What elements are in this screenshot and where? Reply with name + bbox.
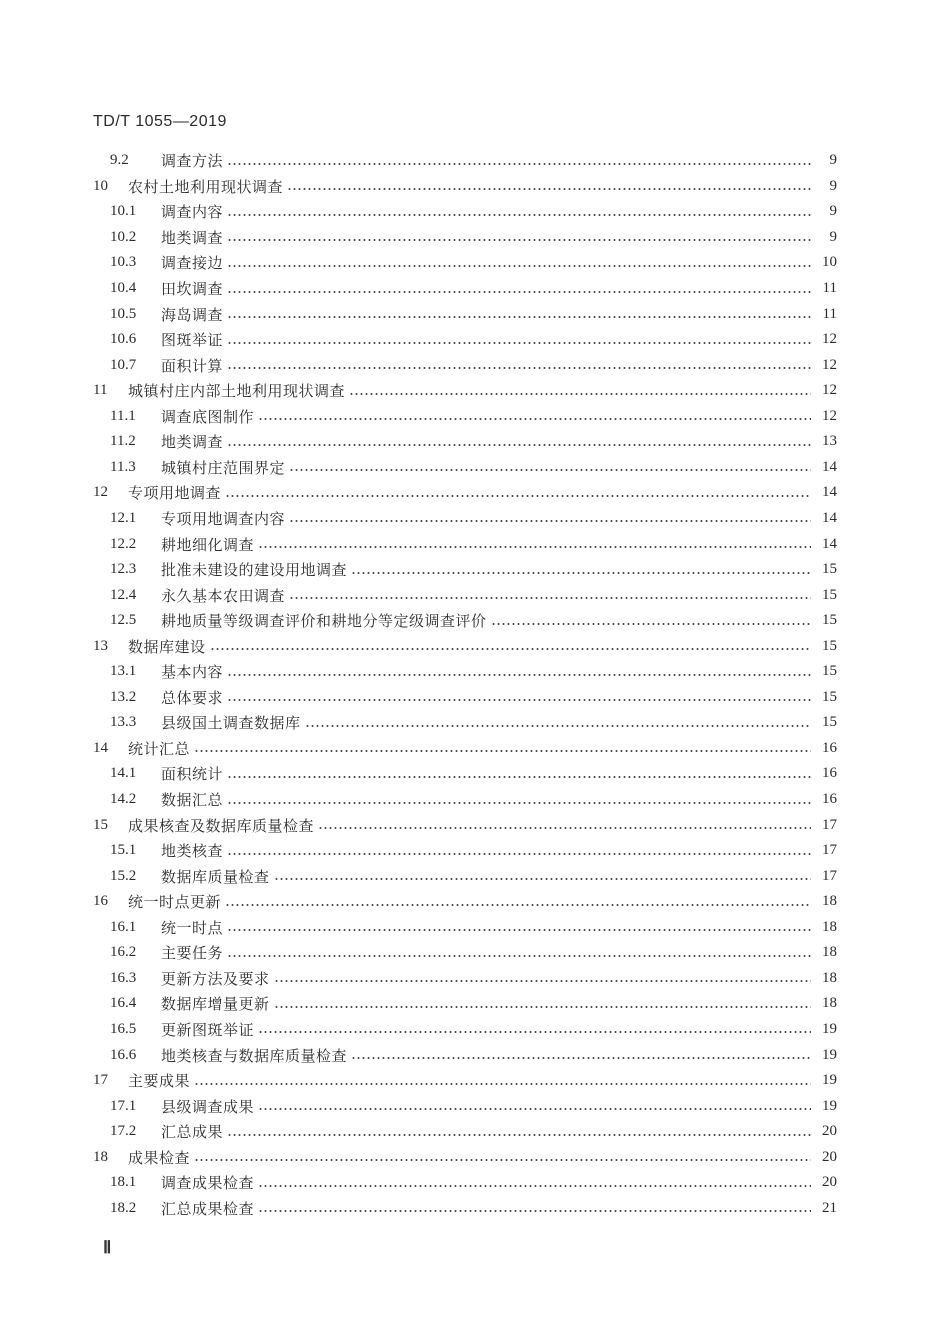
toc-entry-page: 15 — [822, 637, 837, 654]
toc-entry-page: 14 — [822, 484, 837, 501]
toc-entry[interactable] — [110, 991, 837, 1017]
toc-entry-title: 耕地细化调查 — [161, 535, 255, 554]
toc-entry-title: 统一时点更新 — [128, 893, 222, 912]
toc-entry-page: 12 — [822, 331, 837, 348]
toc-dot-leader — [227, 291, 811, 293]
toc-entry[interactable] — [110, 582, 837, 608]
toc-dot-leader — [289, 469, 811, 471]
toc-entry-page: 15 — [822, 586, 837, 603]
toc-entry[interactable] — [93, 174, 837, 200]
toc-entry-number: 16.5 — [110, 1020, 137, 1037]
toc-entry-page: 12 — [822, 407, 837, 424]
toc-entry-page: 18 — [822, 995, 837, 1012]
toc-entry-number: 13.3 — [110, 714, 137, 731]
toc-dot-leader — [227, 776, 811, 778]
toc-entry-title: 城镇村庄内部土地利用现状调查 — [128, 382, 346, 401]
toc-dot-leader — [194, 1083, 811, 1085]
toc-entry-title: 主要成果 — [128, 1072, 191, 1091]
toc-entry[interactable] — [110, 557, 837, 583]
toc-dot-leader — [258, 1108, 811, 1110]
toc-entry[interactable] — [93, 812, 837, 838]
toc-dot-leader — [491, 623, 811, 625]
toc-dot-leader — [227, 444, 811, 446]
toc-dot-leader — [351, 572, 811, 574]
toc-entry-page: 19 — [822, 1097, 837, 1114]
toc-entry-page: 21 — [822, 1199, 837, 1216]
toc-entry-title: 汇总成果 — [161, 1123, 224, 1142]
toc-entry-page: 9 — [829, 177, 837, 194]
toc-entry[interactable] — [110, 276, 837, 302]
toc-dot-leader — [318, 827, 811, 829]
toc-entry[interactable] — [110, 225, 837, 251]
toc-entry-number: 9.2 — [110, 152, 129, 169]
toc-entry-page: 17 — [822, 816, 837, 833]
toc-entry-title: 统一时点 — [161, 918, 224, 937]
toc-entry-number: 16.1 — [110, 918, 137, 935]
toc-entry[interactable] — [110, 148, 837, 174]
toc-entry-page: 11 — [822, 280, 837, 296]
toc-entry-page: 15 — [822, 688, 837, 705]
document-standard-code: TD/T 1055—2019 — [93, 113, 227, 130]
toc-dot-leader — [227, 163, 811, 165]
toc-entry-title: 总体要求 — [161, 688, 224, 707]
toc-dot-leader — [227, 853, 811, 855]
toc-entry-title: 地类核查与数据库质量检查 — [161, 1046, 348, 1065]
toc-entry-number: 18.1 — [110, 1174, 137, 1191]
toc-entry-number: 10 — [93, 177, 108, 194]
toc-entry-title: 永久基本农田调查 — [161, 586, 286, 605]
toc-entry[interactable] — [110, 1017, 837, 1043]
toc-entry[interactable] — [110, 1119, 837, 1145]
toc-entry-number: 15.1 — [110, 842, 137, 859]
toc-dot-leader — [305, 725, 811, 727]
toc-entry-page: 18 — [822, 944, 837, 961]
toc-entry-number: 12 — [93, 484, 108, 501]
toc-entry-page: 14 — [822, 535, 837, 552]
toc-entry-title: 批准未建设的建设用地调查 — [161, 561, 348, 580]
toc-entry-number: 13.2 — [110, 688, 137, 705]
toc-entry[interactable] — [93, 1068, 837, 1094]
toc-entry[interactable] — [110, 710, 837, 736]
toc-entry-page: 16 — [822, 739, 837, 756]
toc-entry-page: 19 — [822, 1020, 837, 1037]
toc-entry-number: 16 — [93, 893, 108, 910]
toc-entry[interactable] — [110, 659, 837, 685]
toc-entry-title: 专项用地调查 — [128, 484, 222, 503]
toc-entry-page: 9 — [829, 152, 837, 169]
toc-entry-page: 18 — [822, 918, 837, 935]
toc-entry-number: 12.3 — [110, 561, 137, 578]
toc-entry[interactable] — [110, 915, 837, 941]
toc-entry[interactable] — [110, 352, 837, 378]
toc-dot-leader — [258, 546, 811, 548]
toc-entry-number: 16.2 — [110, 944, 137, 961]
toc-entry-title: 地类核查 — [161, 842, 224, 861]
toc-entry-title: 田坎调查 — [161, 280, 224, 298]
toc-entry-page: 19 — [822, 1072, 837, 1089]
toc-entry-number: 17.1 — [110, 1097, 137, 1114]
toc-entry[interactable] — [110, 761, 837, 787]
toc-dot-leader — [227, 265, 811, 267]
toc-entry[interactable] — [93, 889, 837, 915]
toc-dot-leader — [227, 239, 811, 241]
toc-entry-title: 地类调查 — [161, 433, 224, 452]
toc-entry[interactable] — [110, 863, 837, 889]
toc-dot-leader — [194, 750, 811, 752]
toc-entry-page: 18 — [822, 893, 837, 910]
toc-dot-leader — [227, 342, 811, 344]
toc-entry[interactable] — [110, 787, 837, 813]
toc-entry-number: 15 — [93, 816, 108, 833]
toc-entry-page: 12 — [822, 356, 837, 373]
toc-entry-page: 14 — [822, 458, 837, 475]
toc-entry[interactable] — [110, 301, 837, 327]
toc-entry-title: 调查方法 — [161, 152, 224, 171]
toc-dot-leader — [227, 1134, 811, 1136]
toc-entry-page: 15 — [822, 714, 837, 731]
toc-dot-leader — [289, 597, 811, 599]
toc-entry-title: 数据汇总 — [161, 791, 224, 809]
toc-entry-number: 12.2 — [110, 535, 137, 552]
toc-entry-number: 11.1 — [110, 407, 136, 424]
toc-entry-number: 17 — [93, 1072, 108, 1089]
toc-entry-title: 专项用地调查内容 — [161, 509, 286, 528]
toc-entry-title: 数据库增量更新 — [161, 995, 270, 1014]
toc-dot-leader — [349, 393, 811, 395]
toc-entry-page: 17 — [822, 867, 837, 884]
toc-entry-number: 10.2 — [110, 228, 137, 245]
toc-entry-page: 11 — [822, 305, 837, 322]
toc-entry-title: 县级国土调查数据库 — [161, 714, 301, 733]
toc-entry-title: 面积计算 — [161, 356, 224, 375]
toc-entry[interactable] — [110, 838, 837, 864]
toc-entry-number: 13 — [93, 637, 108, 654]
toc-dot-leader — [274, 980, 811, 982]
toc-dot-leader — [227, 802, 811, 804]
toc-entry-number: 10.7 — [110, 356, 137, 373]
toc-entry-page: 20 — [822, 1148, 837, 1165]
toc-entry-number: 16.3 — [110, 969, 137, 986]
toc-entry[interactable] — [110, 1042, 837, 1068]
toc-entry-title: 图斑举证 — [161, 331, 224, 350]
toc-entry-number: 11.2 — [110, 433, 136, 450]
toc-dot-leader — [289, 520, 811, 522]
toc-entry[interactable] — [110, 940, 837, 966]
toc-dot-leader — [225, 495, 811, 497]
toc-entry-title: 统计汇总 — [128, 739, 191, 758]
toc-entry-title: 数据库质量检查 — [161, 867, 270, 886]
toc-entry-page: 15 — [822, 663, 837, 680]
toc-entry[interactable] — [93, 736, 837, 762]
toc-entry-page: 16 — [822, 765, 837, 782]
toc-dot-leader — [227, 367, 811, 369]
toc-entry-number: 15.2 — [110, 867, 137, 884]
toc-entry-number: 17.2 — [110, 1123, 137, 1140]
toc-entry[interactable] — [110, 1093, 837, 1119]
toc-entry[interactable] — [110, 685, 837, 711]
toc-entry-title: 更新方法及要求 — [161, 969, 270, 988]
toc-entry[interactable] — [110, 506, 837, 532]
toc-entry-number: 12.1 — [110, 509, 137, 526]
toc-entry[interactable] — [110, 531, 837, 557]
toc-dot-leader — [274, 1006, 811, 1008]
page-number: Ⅱ — [103, 1238, 112, 1257]
toc-entry-page: 15 — [822, 561, 837, 578]
toc-entry[interactable] — [93, 378, 837, 404]
toc-entry-title: 汇总成果检查 — [161, 1199, 255, 1218]
toc-entry-number: 16.4 — [110, 995, 137, 1012]
toc-entry[interactable] — [93, 480, 837, 506]
toc-dot-leader — [351, 1057, 811, 1059]
toc-entry-number: 12.4 — [110, 586, 137, 603]
toc-entry-title: 海岛调查 — [161, 305, 224, 324]
toc-entry-page: 20 — [822, 1123, 837, 1140]
toc-entry[interactable] — [110, 250, 837, 276]
toc-dot-leader — [225, 904, 811, 906]
toc-entry-page: 17 — [822, 842, 837, 859]
toc-entry-title: 调查接边 — [161, 254, 224, 273]
toc-entry-page: 15 — [822, 612, 837, 629]
toc-entry-title: 耕地质量等级调查评价和耕地分等定级调查评价 — [161, 612, 487, 631]
toc-entry-title: 数据库建设 — [128, 637, 206, 656]
toc-entry[interactable] — [110, 608, 837, 634]
toc-entry[interactable] — [110, 199, 837, 225]
toc-entry-number: 10.3 — [110, 254, 137, 271]
toc-entry-number: 18.2 — [110, 1199, 137, 1216]
toc-entry[interactable] — [110, 429, 837, 455]
toc-entry-page: 9 — [829, 203, 837, 220]
toc-entry-number: 16.6 — [110, 1046, 137, 1063]
toc-entry-page: 12 — [822, 382, 837, 399]
toc-entry-number: 10.1 — [110, 203, 137, 220]
toc-dot-leader — [227, 955, 811, 957]
toc-entry-number: 14 — [93, 739, 108, 756]
toc-entry-title: 调查底图制作 — [161, 407, 255, 426]
toc-entry-title: 调查成果检查 — [161, 1174, 255, 1193]
toc-entry-number: 18 — [93, 1148, 108, 1165]
toc-entry-title: 城镇村庄范围界定 — [161, 458, 286, 477]
toc-dot-leader — [258, 1185, 811, 1187]
toc-entry-number: 11.3 — [110, 458, 136, 475]
toc-dot-leader — [210, 648, 811, 650]
toc-entry-number: 10.4 — [110, 280, 137, 296]
toc-entry-page: 9 — [829, 228, 837, 245]
toc-entry-page: 20 — [822, 1174, 837, 1191]
toc-dot-leader — [227, 674, 811, 676]
toc-dot-leader — [194, 1159, 811, 1161]
toc-entry-number: 11 — [93, 382, 108, 399]
toc-entry[interactable] — [110, 327, 837, 353]
toc-entry-title: 成果检查 — [128, 1148, 191, 1167]
toc-entry[interactable] — [110, 966, 837, 992]
toc-entry-title: 农村土地利用现状调查 — [128, 177, 284, 196]
toc-entry-title: 调查内容 — [161, 203, 224, 222]
toc-entry[interactable] — [110, 455, 837, 481]
toc-entry[interactable] — [110, 1170, 837, 1196]
toc-entry-title: 地类调查 — [161, 228, 224, 247]
toc-entry-page: 10 — [822, 254, 837, 271]
toc-dot-leader — [258, 1210, 811, 1212]
toc-entry-number: 13.1 — [110, 663, 137, 680]
toc-entry[interactable] — [110, 1196, 837, 1222]
toc-entry-page: 16 — [822, 791, 837, 807]
toc-dot-leader — [227, 929, 811, 931]
toc-entry-title: 主要任务 — [161, 944, 224, 963]
toc-entry-title: 成果核查及数据库质量检查 — [128, 816, 315, 835]
toc-entry-number: 14.2 — [110, 791, 137, 807]
toc-dot-leader — [227, 699, 811, 701]
toc-entry-page: 14 — [822, 509, 837, 526]
toc-entry-number: 14.1 — [110, 765, 137, 782]
toc-dot-leader — [227, 316, 811, 318]
toc-entry-title: 县级调查成果 — [161, 1097, 255, 1116]
toc-entry[interactable] — [110, 404, 837, 430]
toc-entry-number: 10.5 — [110, 305, 137, 322]
toc-entry-title: 基本内容 — [161, 663, 224, 682]
toc-entry-page: 19 — [822, 1046, 837, 1063]
toc-entry-page: 18 — [822, 969, 837, 986]
toc-dot-leader — [287, 188, 811, 190]
toc-dot-leader — [274, 878, 811, 880]
toc-dot-leader — [227, 214, 811, 216]
toc-dot-leader — [258, 1031, 811, 1033]
toc-entry-title: 更新图斑举证 — [161, 1020, 255, 1039]
toc-entry-number: 10.6 — [110, 331, 137, 348]
toc-entry-number: 12.5 — [110, 612, 137, 629]
toc-entry[interactable] — [93, 633, 837, 659]
toc-entry[interactable] — [93, 1144, 837, 1170]
toc-dot-leader — [258, 418, 811, 420]
toc-entry-title: 面积统计 — [161, 765, 224, 784]
toc-entry-page: 13 — [822, 433, 837, 450]
